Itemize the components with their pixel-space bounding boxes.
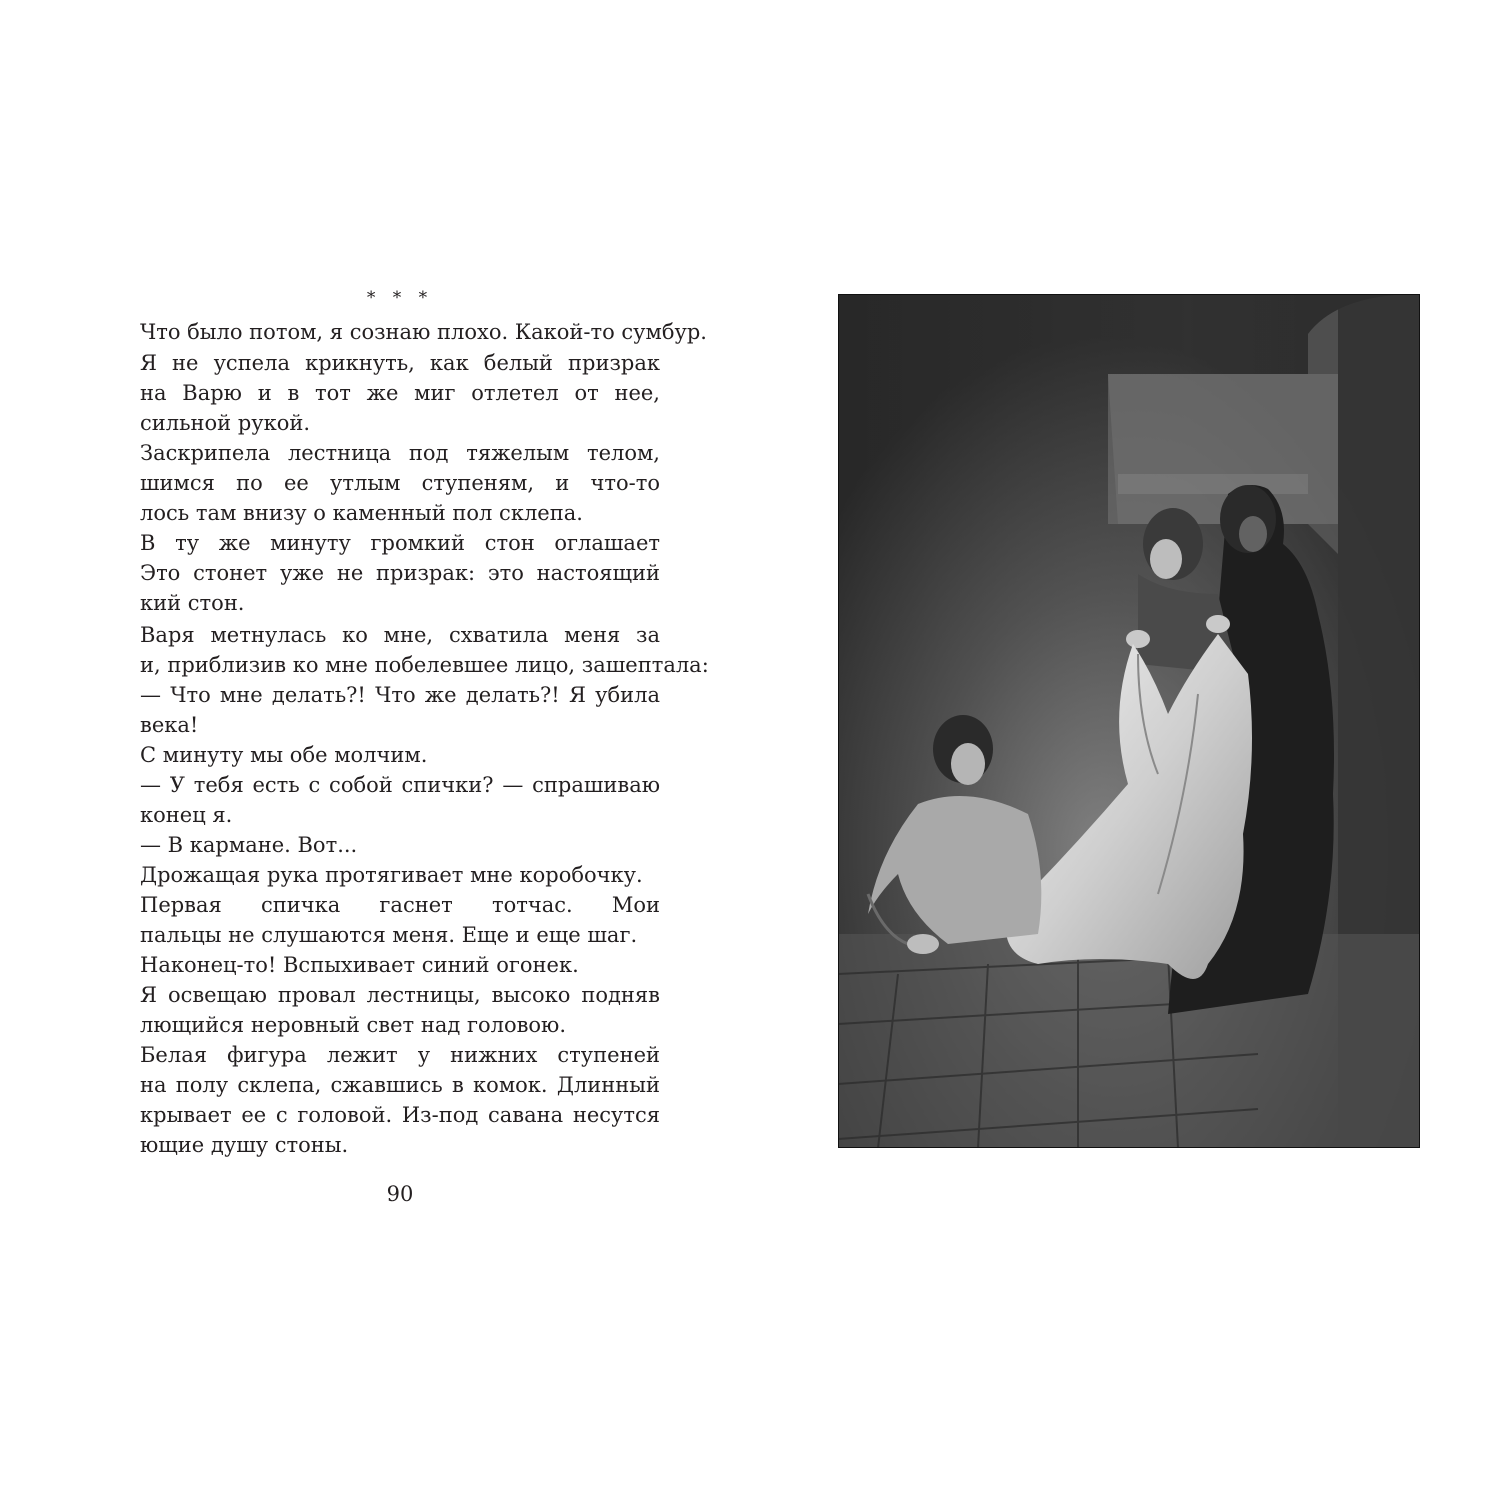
text-line: Я освещаю провал лестницы, высоко подняв xyxy=(140,983,660,1007)
text-line: Варя метнулась ко мне, схватила меня за xyxy=(140,623,660,647)
text-line: сильной рукой. xyxy=(140,411,311,435)
text-line: пальцы не слушаются меня. Еще и еще шаг. xyxy=(140,923,638,947)
engraving-illustration-icon xyxy=(838,294,1420,1148)
text-line: Я не успела крикнуть, как белый призрак xyxy=(140,351,660,375)
text-line: конец я. xyxy=(140,803,233,827)
text-line: на полу склепа, сжавшись в комок. Длинный xyxy=(140,1073,660,1097)
text-line: лось там внизу о каменный пол склепа. xyxy=(140,501,583,525)
text-line: на Варю и в тот же миг отлетел от нее, xyxy=(140,381,660,405)
text-line: Первая спичка гаснет тотчас. Мои xyxy=(140,893,660,917)
text-line: — У тебя есть с собой спички? — спрашиваю xyxy=(140,773,660,797)
text-line: Белая фигура лежит у нижних ступеней xyxy=(140,1043,660,1067)
text-line: Это стонет уже не призрак: это настоящий xyxy=(140,561,660,585)
text-line: ющие душу стоны. xyxy=(140,1133,349,1157)
text-line: В ту же минуту громкий стон оглашает xyxy=(140,531,660,555)
text-line: шимся по ее утлым ступеням, и что-то xyxy=(140,471,660,495)
text-line: лющийся неровный свет над головою. xyxy=(140,1013,567,1037)
text-line: Заскрипела лестница под тяжелым телом, xyxy=(140,441,660,465)
text-line: Наконец-то! Вспыхивает синий огонек. xyxy=(140,953,579,977)
text-line: века! xyxy=(140,713,199,737)
text-line: Дрожащая рука протягивает мне коробочку. xyxy=(140,863,643,887)
text-line: Что было потом, я сознаю плохо. Какой-то сумбур. xyxy=(140,320,707,344)
section-asterism: * * * xyxy=(366,288,434,308)
text-line: — Что мне делать?! Что же делать?! Я убила xyxy=(140,683,660,707)
page-number: 90 xyxy=(386,1182,414,1206)
text-line: крывает ее с головой. Из-под савана несутся xyxy=(140,1103,660,1127)
text-line: кий стон. xyxy=(140,591,245,615)
text-line: С минуту мы обе молчим. xyxy=(140,743,428,767)
text-line: — В кармане. Вот... xyxy=(140,833,358,857)
text-line: и, приблизив ко мне побелевшее лицо, зашептала: xyxy=(140,653,709,677)
